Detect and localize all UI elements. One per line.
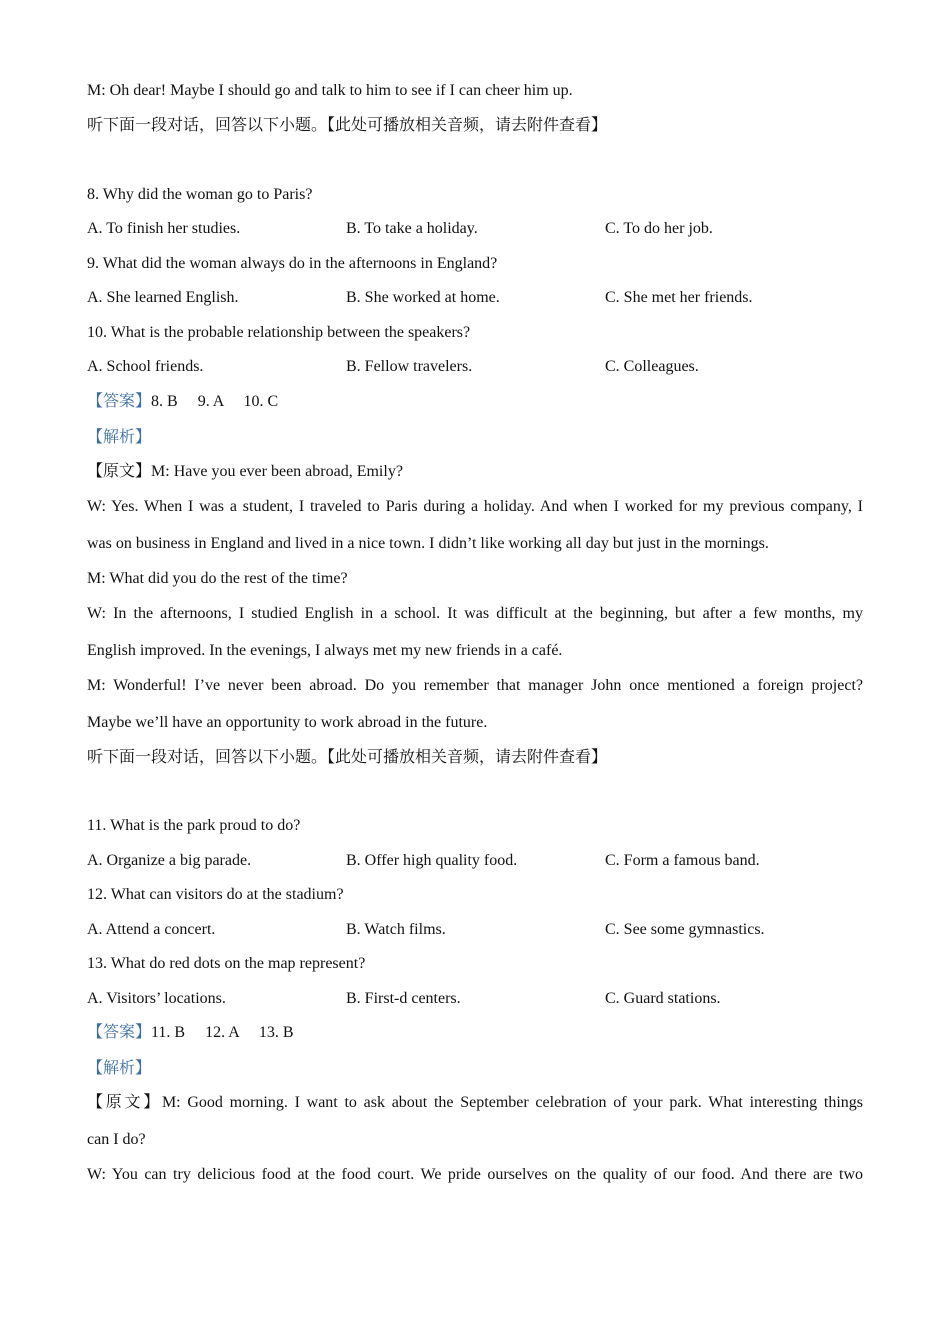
option-b: B. To take a holiday. bbox=[346, 220, 478, 237]
question-stem: 12. What can visitors do at the stadium? bbox=[87, 886, 344, 903]
answer-text: 8. B 9. A 10. C bbox=[151, 393, 279, 410]
transcript-line: W: You can try delicious food at the food court. We pride ourselves on the quality of our food. And there are two bbox=[87, 1166, 863, 1183]
transcript-line: 【原文】M: Good morning. I want to ask about the September celebration of your park. What interesting things bbox=[87, 1094, 863, 1111]
listening-instruction: 听下面一段对话，回答以下小题。【此处可播放相关音频，请去附件查看】 bbox=[87, 749, 608, 766]
analysis-label: 【解析】 bbox=[87, 1060, 152, 1077]
question-stem: 13. What do red dots on the map represent? bbox=[87, 955, 366, 972]
option-c: C. Form a famous band. bbox=[605, 852, 760, 869]
option-c: C. To do her job. bbox=[605, 220, 713, 237]
answer-text: 11. B 12. A 13. B bbox=[151, 1024, 294, 1041]
option-a: A. Attend a concert. bbox=[87, 921, 216, 938]
transcript-line: was on business in England and lived in a nice town. I didn’t like working all day but just in the mornings. bbox=[87, 535, 769, 552]
option-b: B. Offer high quality food. bbox=[346, 852, 518, 869]
transcript-line: can I do? bbox=[87, 1131, 146, 1148]
transcript-line: Maybe we’ll have an opportunity to work abroad in the future. bbox=[87, 714, 488, 731]
option-a: A. Organize a big parade. bbox=[87, 852, 252, 869]
transcript-line: English improved. In the evenings, I always met my new friends in a café. bbox=[87, 642, 563, 659]
transcript-line: W: In the afternoons, I studied English in a school. It was difficult at the beginning, but after a few months, my bbox=[87, 605, 863, 622]
transcript-line: M: Wonderful! I’ve never been abroad. Do you remember that manager John once mentioned a foreign project? bbox=[87, 677, 863, 694]
option-a: A. Visitors’ locations. bbox=[87, 990, 226, 1007]
question-stem: 9. What did the woman always do in the afternoons in England? bbox=[87, 255, 498, 272]
option-c: C. Guard stations. bbox=[605, 990, 721, 1007]
option-b: B. She worked at home. bbox=[346, 289, 500, 306]
option-c: C. She met her friends. bbox=[605, 289, 753, 306]
option-b: B. First-d centers. bbox=[346, 990, 461, 1007]
transcript-line: 【原文】M: Have you ever been abroad, Emily? bbox=[87, 463, 403, 480]
transcript-line: M: Oh dear! Maybe I should go and talk to him to see if I can cheer him up. bbox=[87, 82, 573, 99]
option-c: C. See some gymnastics. bbox=[605, 921, 765, 938]
listening-instruction: 听下面一段对话，回答以下小题。【此处可播放相关音频，请去附件查看】 bbox=[87, 117, 608, 134]
transcript-line: W: Yes. When I was a student, I traveled to Paris during a holiday. And when I worked for my previous company, I bbox=[87, 498, 863, 515]
option-a: A. She learned English. bbox=[87, 289, 239, 306]
answer-label: 【答案】 bbox=[87, 1024, 152, 1041]
option-a: A. School friends. bbox=[87, 358, 204, 375]
analysis-label: 【解析】 bbox=[87, 429, 152, 446]
answer-line bbox=[87, 392, 863, 412]
original-label: 【原文】 bbox=[87, 1094, 162, 1111]
answer-line bbox=[87, 1023, 863, 1043]
question-stem: 11. What is the park proud to do? bbox=[87, 817, 301, 834]
question-stem: 10. What is the probable relationship between the speakers? bbox=[87, 324, 471, 341]
transcript-line: M: What did you do the rest of the time? bbox=[87, 570, 348, 587]
original-label: 【原文】 bbox=[87, 463, 152, 480]
option-c: C. Colleagues. bbox=[605, 358, 699, 375]
answer-label: 【答案】 bbox=[87, 393, 152, 410]
option-a: A. To finish her studies. bbox=[87, 220, 241, 237]
option-b: B. Watch films. bbox=[346, 921, 446, 938]
option-b: B. Fellow travelers. bbox=[346, 358, 473, 375]
question-stem: 8. Why did the woman go to Paris? bbox=[87, 186, 313, 203]
